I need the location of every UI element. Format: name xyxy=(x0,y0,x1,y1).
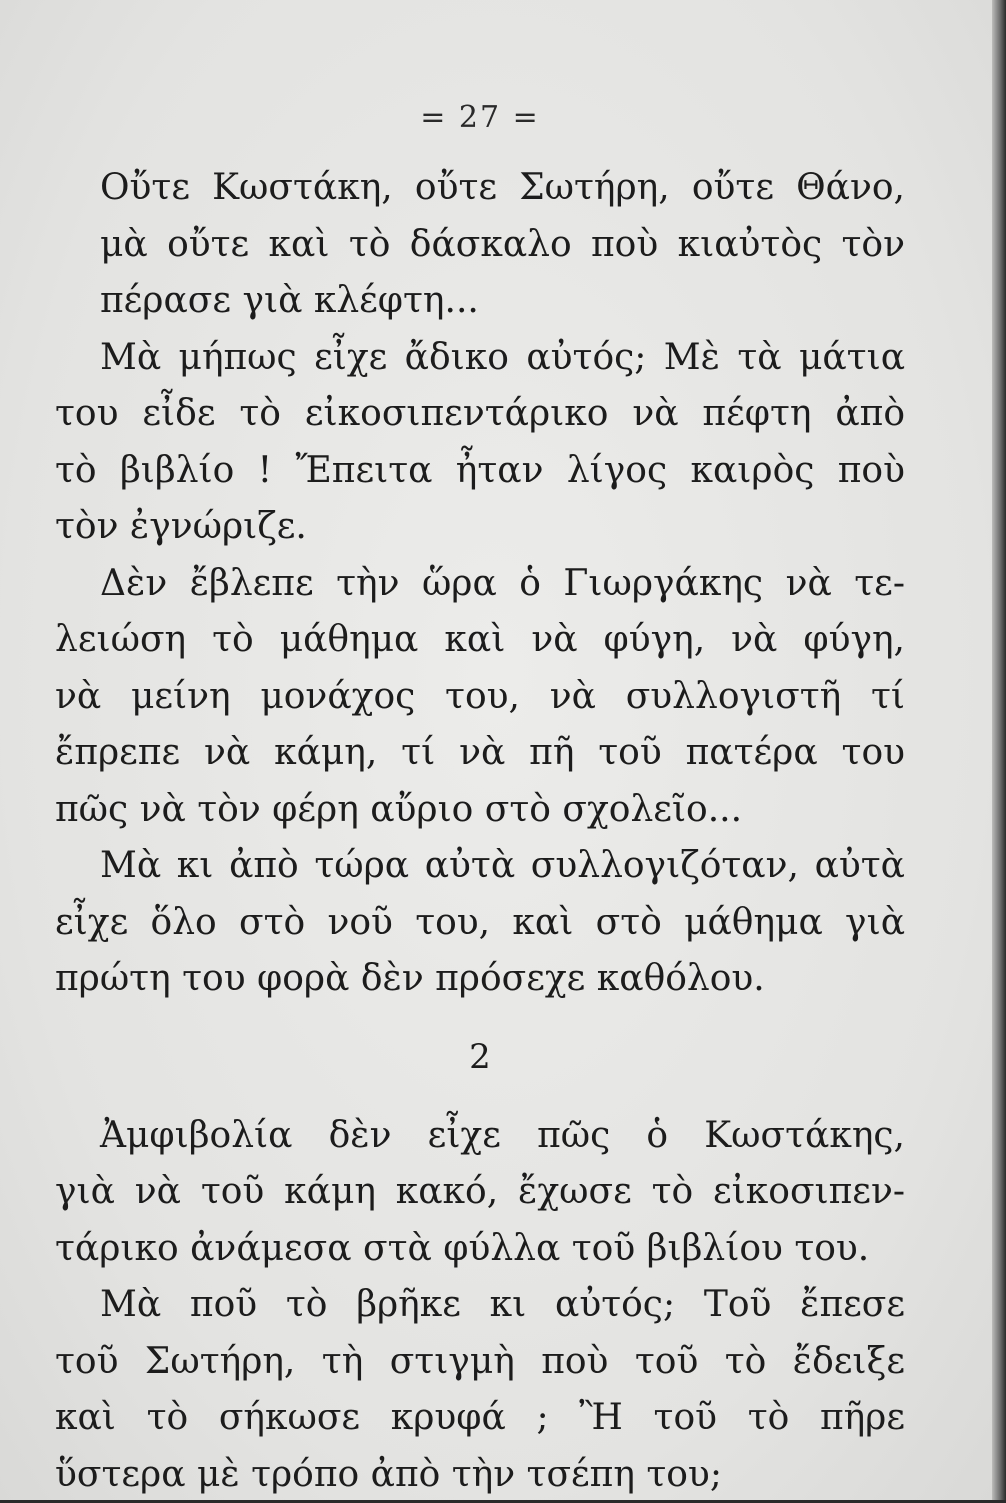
page-number: = 27 = xyxy=(0,100,960,135)
text-line: εἶχε ὅλο στὸ νοῦ του, καὶ στὸ μάθημα γιὰ xyxy=(55,895,905,952)
text-line: λειώση τὸ μάθημα καὶ νὰ φύγη, νὰ φύγη, xyxy=(55,612,905,669)
text-line: του εἶδε τὸ εἰκοσιπεντάρικο νὰ πέφτη ἀπὸ xyxy=(55,386,905,443)
paragraph-2 xyxy=(55,330,905,556)
paragraph-1 xyxy=(55,160,905,330)
text-line: ἔπρεπε νὰ κάμη, τί νὰ πῆ τοῦ πατέρα του xyxy=(55,725,905,782)
text-line: πέρασε γιὰ κλέφτη... xyxy=(55,273,905,330)
text-line: καὶ τὸ σήκωσε κρυφά ; Ἢ τοῦ τὸ πῆρε xyxy=(55,1390,905,1447)
text-block xyxy=(55,160,905,1503)
text-line: νὰ μείνη μονάχος του, νὰ συλλογιστῆ τί xyxy=(55,669,905,726)
text-line: Μὰ ποῦ τὸ βρῆκε κι αὐτός; Τοῦ ἔπεσε xyxy=(55,1277,905,1334)
text-line: πρώτη του φορὰ δὲν πρόσεχε καθόλου. xyxy=(55,951,905,1008)
paragraph-6 xyxy=(55,1277,905,1503)
text-line: ὕστερα μὲ τρόπο ἀπὸ τὴν τσέπη του; xyxy=(55,1447,905,1503)
text-line: Μὰ κι ἀπὸ τώρα αὐτὰ συλλογιζόταν, αὐτὰ xyxy=(55,838,905,895)
text-line: Μὰ μήπως εἶχε ἄδικο αὐτός; Μὲ τὰ μάτια xyxy=(55,330,905,387)
text-line: Δὲν ἔβλεπε τὴν ὥρα ὁ Γιωργάκης νὰ τε- xyxy=(55,556,905,613)
text-line: τὸν ἐγνώριζε. xyxy=(55,499,905,556)
text-line: μὰ οὔτε καὶ τὸ δάσκαλο ποὺ κιαὐτὸς τὸν xyxy=(55,217,905,274)
section-number: 2 xyxy=(55,1028,905,1086)
text-line: τάρικο ἀνάμεσα στὰ φύλλα τοῦ βιβλίου του. xyxy=(55,1221,905,1278)
paragraph-5 xyxy=(55,1108,905,1278)
text-line: γιὰ νὰ τοῦ κάμη κακό, ἔχωσε τὸ εἰκοσιπεν- xyxy=(55,1164,905,1221)
text-line: τοῦ Σωτήρη, τὴ στιγμὴ ποὺ τοῦ τὸ ἔδειξε xyxy=(55,1334,905,1391)
paragraph-4 xyxy=(55,838,905,1008)
text-line: τὸ βιβλίο ! Ἔπειτα ἦταν λίγος καιρὸς ποὺ xyxy=(55,443,905,500)
text-line: Ἀμφιβολία δὲν εἶχε πῶς ὁ Κωστάκης, xyxy=(55,1108,905,1165)
page-edge-shadow xyxy=(992,0,1006,1500)
paragraph-3 xyxy=(55,556,905,839)
text-line: Οὔτε Κωστάκη, οὔτε Σωτήρη, οὔτε Θάνο, xyxy=(55,160,905,217)
text-line: πῶς νὰ τὸν φέρη αὔριο στὸ σχολεῖο... xyxy=(55,782,905,839)
